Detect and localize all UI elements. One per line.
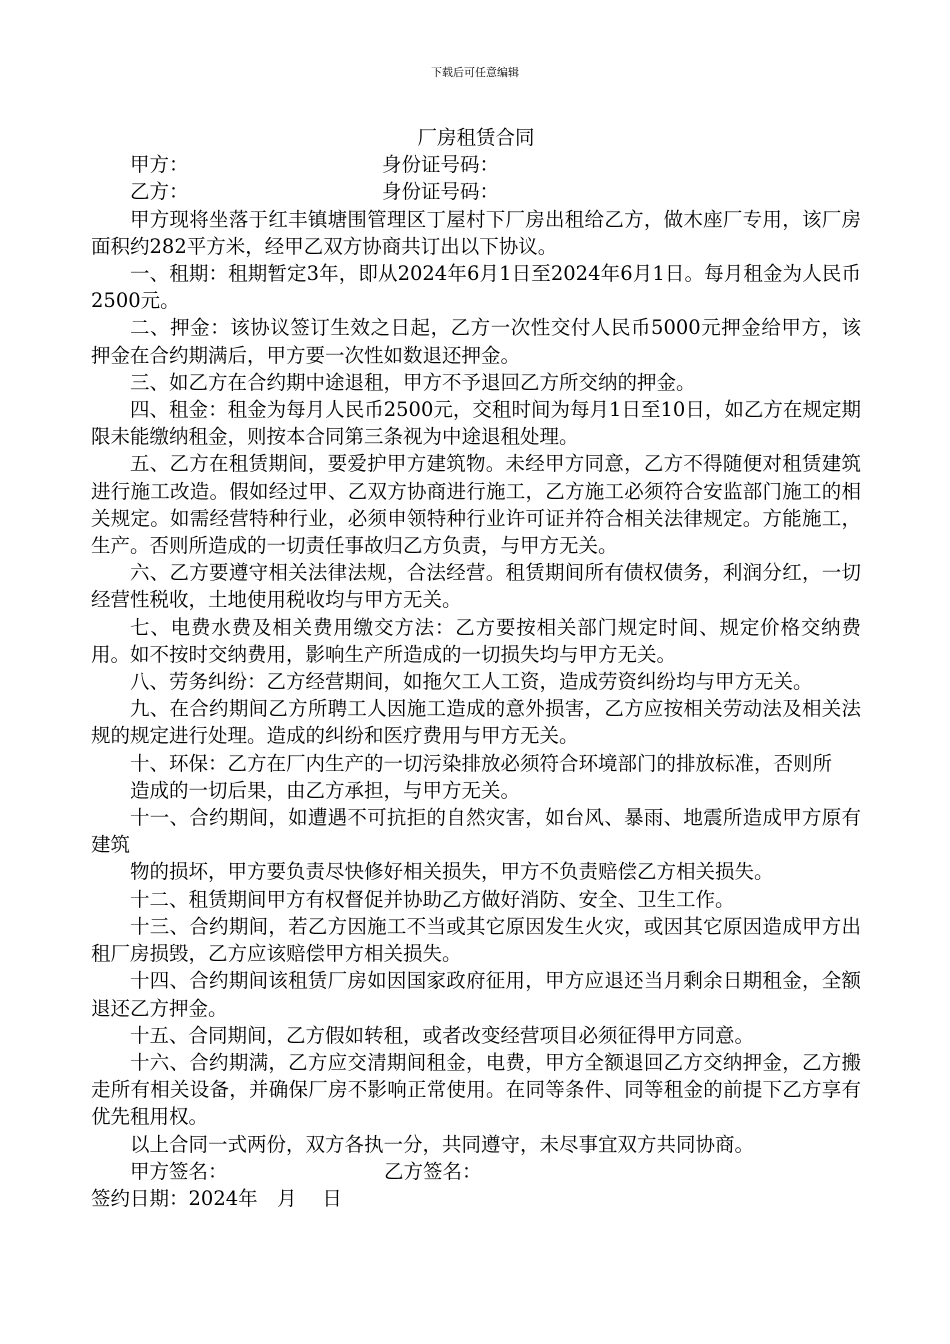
clause-5: 五、乙方在租赁期间，要爱护甲方建筑物。未经甲方同意，乙方不得随便对租赁建筑进行施工改造。假如经过甲、乙双方协商进行施工，乙方施工必须符合安监部门施工的相关规定。如需经营特种行业，必须申领特种行业许可证并符合相关法律规定。方能施工，生产。否则所造成的一切责任事故归乙方负责，与甲方无关。 <box>91 452 861 558</box>
document-title: 厂房租赁合同 <box>417 126 535 149</box>
sign-date: 签约日期：2024年 月 日 <box>91 1186 342 1210</box>
clause-15: 十五、合同期间，乙方假如转租，或者改变经营项目必须征得甲方同意。 <box>130 1023 755 1047</box>
clause-16: 十六、合约期满，乙方应交清期间租金，电费，甲方全额退回乙方交纳押金，乙方搬走所有相关设备，并确保厂房不影响正常使用。在同等条件、同等租金的前提下乙方享有优先租用权。 <box>91 1050 861 1129</box>
clause-9: 九、在合约期间乙方所聘工人因施工造成的意外损害，乙方应按相关劳动法及相关法规的规定进行处理。造成的纠纷和医疗费用与甲方无关。 <box>91 697 861 748</box>
clause-3: 三、如乙方在合约期中途退租，甲方不予退回乙方所交纳的押金。 <box>130 370 696 394</box>
contract-document <box>91 124 861 1212</box>
clause-11-continued: 物的损坏，甲方要负责尽快修好相关损失，甲方不负责赔偿乙方相关损失。 <box>130 860 774 884</box>
clause-6: 六、乙方要遵守相关法律法规，合法经营。租赁期间所有债权债务，利润分红，一切经营性税收，土地使用税收均与甲方无关。 <box>91 561 861 612</box>
header-note: 下载后可任意编辑 <box>431 66 519 79</box>
clause-4: 四、租金：租金为每月人民币2500元，交租时间为每月1日至10日，如乙方在规定期限未能缴纳租金，则按本合同第三条视为中途退租处理。 <box>91 398 861 449</box>
clause-12: 十二、租赁期间甲方有权督促并协助乙方做好消防、安全、卫生工作。 <box>130 887 735 911</box>
closing-statement: 以上合同一式两份，双方各执一分，共同遵守，未尽事宜双方共同协商。 <box>130 1132 755 1156</box>
clause-14: 十四、合约期间该租赁厂房如因国家政府征用，甲方应退还当月剩余日期租金，全额退还乙方押金。 <box>91 969 861 1020</box>
clause-7: 七、电费水费及相关费用缴交方法：乙方要按相关部门规定时间、规定价格交纳费用。如不按时交纳费用，影响生产所造成的一切损失均与甲方无关。 <box>91 615 861 666</box>
party-b-id-label: 身份证号码： <box>382 180 500 204</box>
party-a-row <box>91 151 861 178</box>
signature-row <box>91 1158 861 1185</box>
intro-paragraph: 甲方现将坐落于红丰镇塘围管理区丁屋村下厂房出租给乙方，做木座厂专用，该厂房面积约282平方米，经甲乙双方协商共订出以下协议。 <box>91 207 861 258</box>
party-b-label: 乙方： <box>130 180 189 204</box>
party-b-signature-label: 乙方签名： <box>384 1159 482 1183</box>
clause-10: 十、环保：乙方在厂内生产的一切污染排放必须符合环境部门的排放标准，否则所 <box>130 751 833 775</box>
clause-13: 十三、合约期间，若乙方因施工不当或其它原因发生火灾，或因其它原因造成甲方出租厂房损毁，乙方应该赔偿甲方相关损失。 <box>91 914 861 966</box>
party-a-id-label: 身份证号码： <box>382 153 500 177</box>
party-b-row <box>91 178 861 205</box>
clause-1: 一、租期：租期暂定3年，即从2024年6月1日至2024年6月1日。每月租金为人民币2500元。 <box>91 262 861 313</box>
clause-10-continued: 造成的一切后果，由乙方承担，与甲方无关。 <box>130 778 521 802</box>
clause-8: 八、劳务纠纷：乙方经营期间，如拖欠工人工资，造成劳资纠纷均与甲方无关。 <box>130 670 813 694</box>
party-a-signature-label: 甲方签名： <box>130 1159 228 1183</box>
clause-11: 十一、合约期间，如遭遇不可抗拒的自然灾害，如台风、暴雨、地震所造成甲方原有建筑 <box>91 806 861 857</box>
clause-2: 二、押金：该协议签订生效之日起，乙方一次性交付人民币5000元押金给甲方，该押金在合约期满后，甲方要一次性如数退还押金。 <box>91 316 861 367</box>
party-a-label: 甲方： <box>130 153 189 177</box>
